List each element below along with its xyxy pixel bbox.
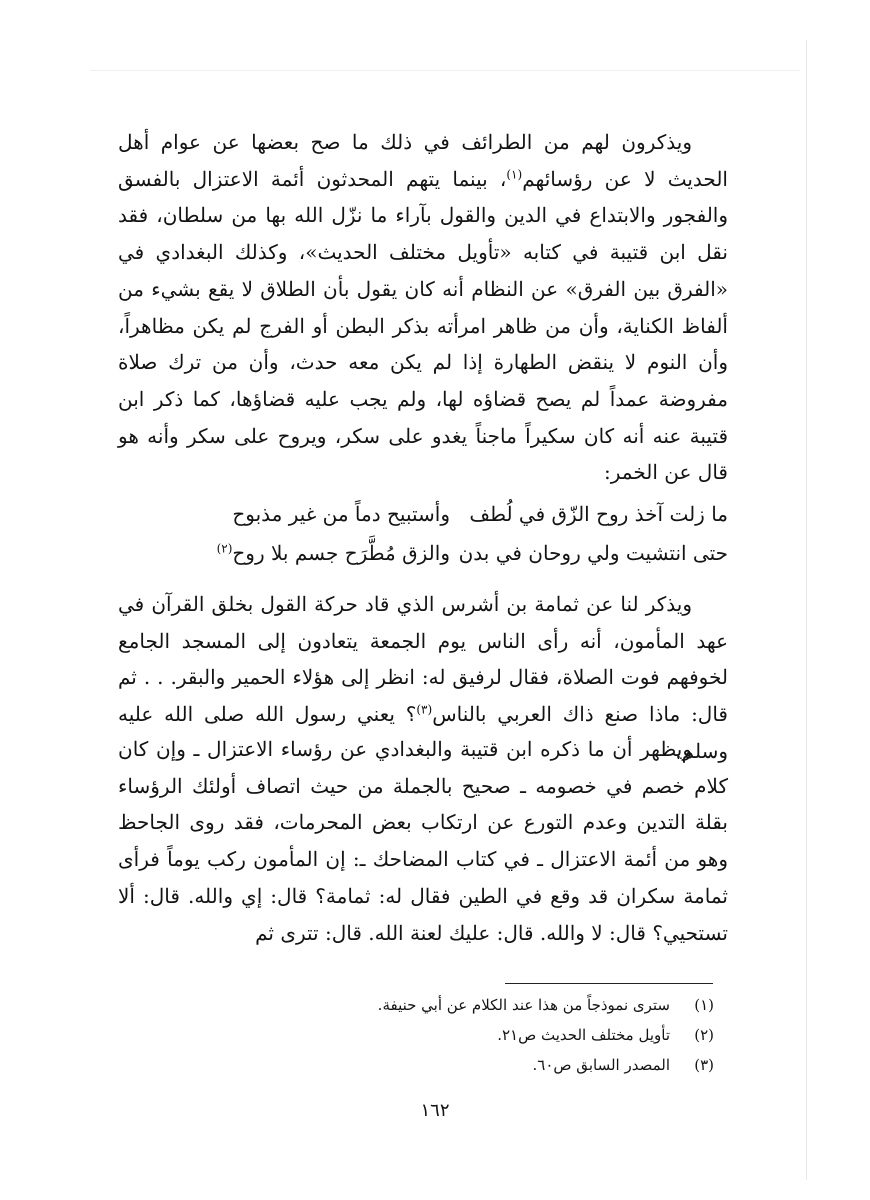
poem-verse-1 xyxy=(145,495,728,534)
paragraph-2-text-a: ويذكر لنا عن ثمامة بن أشرس الذي قاد حركة القول بخلق القرآن في عهد المأمون، أنه رأى الناس يوم الجمعة يتعادون إلى المسجد الجامع لخوفهم فوت الصلاة، فقال لرفيق له: انظر إلى هؤلاء الحمير والبقر. . . ثم قال: ماذا صنع ذاك العربي بالناس xyxy=(118,592,728,727)
scan-top-shadow xyxy=(90,70,800,71)
page-edge-line xyxy=(806,40,807,1180)
page-number: ١٦٢ xyxy=(420,1100,450,1121)
footnotes xyxy=(234,990,714,1080)
paragraph-3 xyxy=(118,731,728,951)
footnote-separator xyxy=(505,983,713,984)
footnote-ref-3[interactable]: (٣) xyxy=(416,702,433,717)
paragraph-1 xyxy=(118,124,728,491)
footnote-ref-2[interactable]: (٢) xyxy=(216,541,233,556)
footnote-2-number: (٢) xyxy=(694,1026,714,1044)
footnote-3-number: (٣) xyxy=(694,1056,714,1074)
paragraph-1-text-a: ويذكرون لهم من الطرائف في ذلك ما صح بعضها عن عوام أهل الحديث لا عن رؤسائهم xyxy=(118,130,728,191)
footnote-2 xyxy=(234,1020,714,1050)
poem-verse-1-first-hemistich: ما زلت آخذ روح الزّق في لُطف xyxy=(469,502,728,526)
footnote-1 xyxy=(234,990,714,1020)
poem-verse-2 xyxy=(145,534,728,573)
footnote-ref-1[interactable]: (١) xyxy=(506,167,523,182)
poem-verse-1-second-hemistich xyxy=(232,495,450,533)
footnote-3 xyxy=(234,1050,714,1080)
paragraph-2-text-b: ؟ يعني رسول الله صلى الله عليه وسلم. xyxy=(118,702,728,763)
footnote-1-number: (١) xyxy=(694,996,714,1014)
paragraph-1-text-b: ، بينما يتهم المحدثون أئمة الاعتزال بالفسق والفجور والابتداع في الدين والقول بآراء ما نزّل الله بها من سلطان، فقد نقل ابن قتيبة في كتابه «تأويل مختلف الحديث»، وكذلك البغدادي في «الفرق بين الفرق» عن النظام أنه كان يقول بأن الطلاق لا يقع بشيء من ألفاظ الكناية، وأن من ظاهر امرأته بذكر البطن أو الفرج لم يكن مظاهراً، وأن النوم لا ينقض الطهارة إذا لم يكن معه حدث، وأن من ترك صلاة مفروضة عمداً لم يصح قضاؤه لها، ولم يجب عليه قضاؤها، كما ذكر ابن قتيبة عنه أنه كان سكيراً ماجناً يغدو على سكر، ويروح على سكر وأنه هو قال عن الخمر: xyxy=(118,166,728,485)
poem xyxy=(145,495,728,573)
poem-verse-2-second-hemistich xyxy=(217,534,450,572)
poem-verse-1-second-text: وأستبيح دماً من غير مذبوح xyxy=(232,502,450,526)
footnote-3-text: المصدر السابق ص٦٠. xyxy=(532,1056,670,1074)
footnote-2-text: تأويل مختلف الحديث ص٢١. xyxy=(497,1026,670,1044)
poem-verse-2-second-text: والزق مُطَّرَح جسم بلا روح xyxy=(232,541,450,565)
paragraph-3-text: ويظهر أن ما ذكره ابن قتيبة والبغدادي عن رؤساء الاعتزال ـ وإن كان كلام خصم في خصومه ـ صحيح بالجملة من حيث اتصاف أولئك الرؤساء بقلة التدين وعدم التورع عن ارتكاب بعض المحرمات، فقد روى الجاحظ وهو من أئمة الاعتزال ـ في كتاب المضاحك ـ: إن المأمون ركب يوماً فرأى ثمامة سكران قد وقع في الطين فقال له: ثمامة؟ قال: إي والله. قال: ألا تستحيي؟ قال: لا والله. قال: عليك لعنة الله. قال: تترى ثم xyxy=(118,737,728,945)
poem-verse-2-first-hemistich: حتى انتشيت ولي روحان في بدن xyxy=(458,541,728,565)
footnote-1-text: سترى نموذجاً من هذا عند الكلام عن أبي حنيفة. xyxy=(377,996,670,1014)
